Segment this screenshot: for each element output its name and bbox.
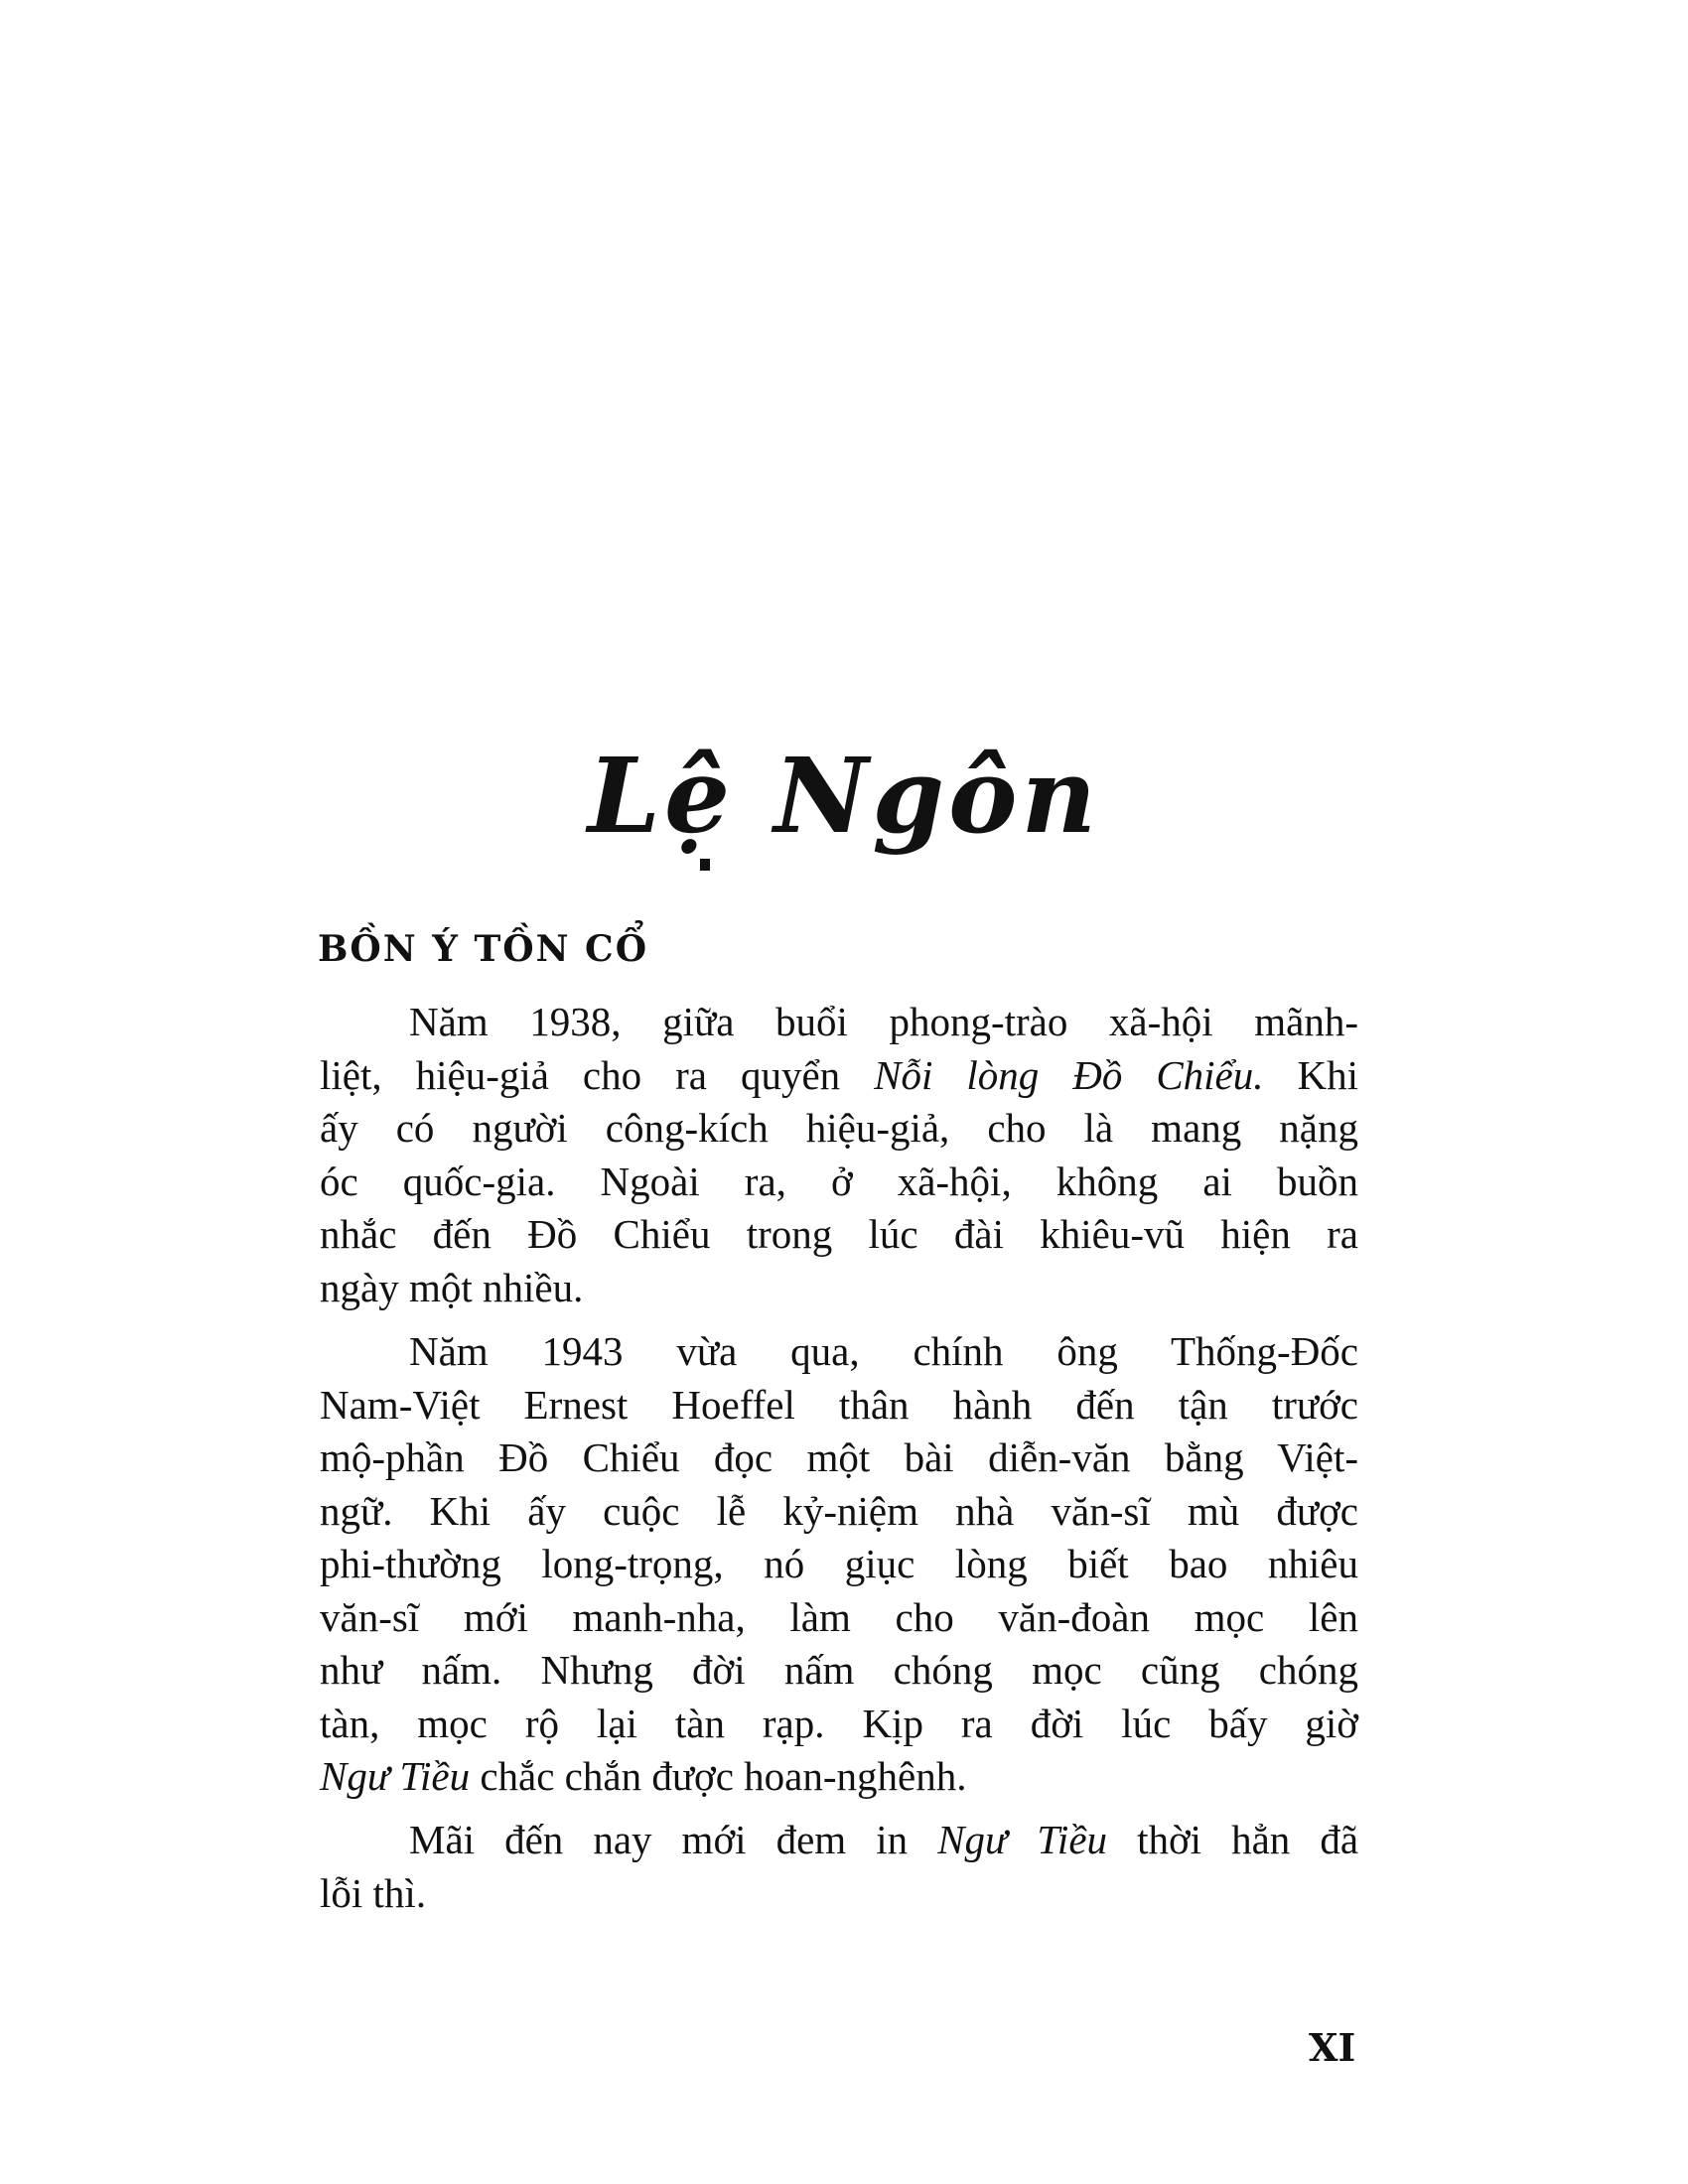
text-span: thời hẳn đã	[1107, 1817, 1359, 1862]
text-line	[320, 1750, 1358, 1804]
text-line: lỗi thì.	[320, 1869, 427, 1916]
paragraph-2	[320, 1325, 1358, 1804]
text-line: ngày một nhiều.	[320, 1264, 584, 1310]
paragraph-3	[320, 1814, 1358, 1920]
text-span: Khi	[1263, 1051, 1358, 1098]
text-line: óc quốc-gia. Ngoài ra, ở xã-hội, không ai buồn	[320, 1158, 1358, 1204]
text-line	[320, 1049, 1358, 1103]
text-line: mộ-phần Đồ Chiểu đọc một bài diễn-văn bằng Việt-	[320, 1434, 1358, 1480]
text-span: chắc chắn được hoan-nghênh.	[470, 1753, 967, 1799]
text-span: liệt, hiệu-giả cho ra quyển	[320, 1051, 875, 1098]
book-title: Ngư Tiều	[937, 1817, 1108, 1862]
book-title: Nỗi lòng Đồ Chiểu.	[874, 1051, 1264, 1098]
book-title: Ngư Tiều	[320, 1753, 471, 1799]
text-line: Nam-Việt Ernest Hoeffel thân hành đến tận trước	[320, 1381, 1358, 1428]
section-heading: BỒN Ý TỒN CỔ	[318, 928, 649, 970]
text-line	[320, 1814, 1358, 1867]
page-title: Lệ Ngôn	[587, 735, 1101, 857]
text-line: nhắc đến Đồ Chiểu trong lúc đài khiêu-vũ hiện ra	[320, 1211, 1358, 1257]
title-ornament-dot	[700, 859, 710, 871]
text-line: Năm 1938, giữa buổi phong-trào xã-hội mãnh-	[409, 999, 1358, 1044]
paragraph-1	[320, 996, 1358, 1314]
text-line: phi-thường long-trọng, nó giục lòng biết bao nhiêu	[320, 1541, 1358, 1586]
page-number: XI	[1309, 2025, 1356, 2070]
text-line: tàn, mọc rộ lại tàn rạp. Kịp ra đời lúc bấy giờ	[320, 1700, 1358, 1746]
text-span: Mãi đến nay mới đem in	[409, 1817, 938, 1862]
text-line: Năm 1943 vừa qua, chính ông Thống-Đốc	[409, 1328, 1358, 1374]
text-line: ấy có người công-kích hiệu-giả, cho là mang nặng	[320, 1105, 1358, 1151]
text-line: văn-sĩ mới manh-nha, làm cho văn-đoàn mọc lên	[320, 1593, 1358, 1640]
text-line: như nấm. Nhưng đời nấm chóng mọc cũng chóng	[320, 1647, 1358, 1693]
text-line: ngữ. Khi ấy cuộc lễ kỷ-niệm nhà văn-sĩ mù được	[320, 1487, 1358, 1534]
